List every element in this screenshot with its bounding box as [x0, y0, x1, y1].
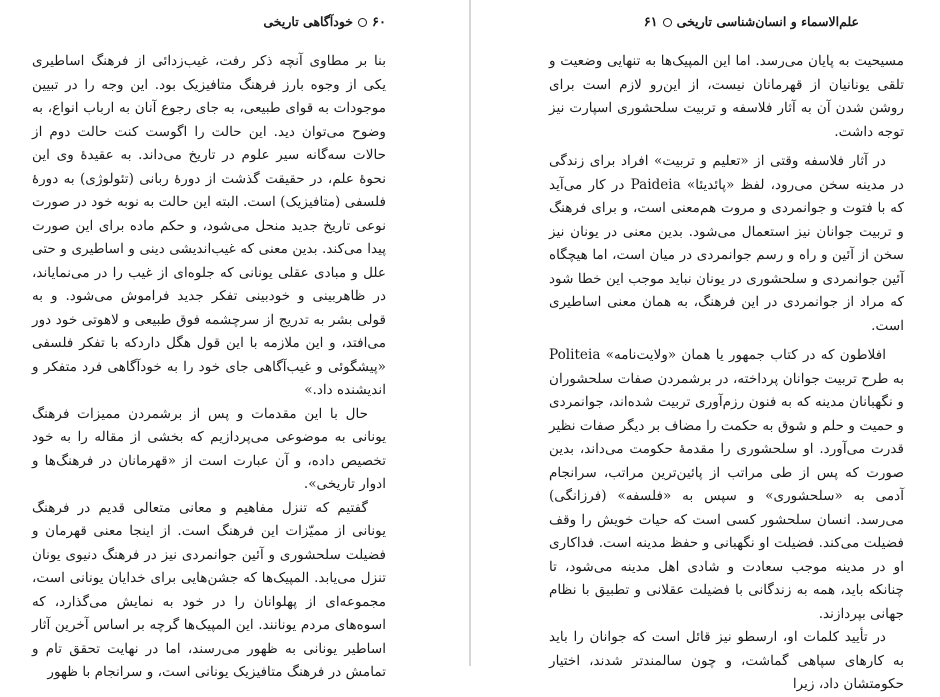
right-body-text	[549, 50, 904, 697]
paragraph: بنا بر مطاوی آنچه ذکر رفت، غیب‌زدائی از فرهنگ اساطیری یکی از وجوه بارز فرهنگ متافیزیک بود. این وجه را در تبیین موجودات به قوای طبیعی، به جای رجوع آنان به ارباب انواع، به وضوح می‌توان دید. این حالت را اگوست کنت حالت دوم از حالات سه‌گانه سیر علوم در تاریخ می‌داند. به عقیدهٔ وی این نحوهٔ علم، در حقیقت گذشت از دورهٔ ربانی (تئولوژی) به دورهٔ فلسفی (متافیزیک) است. البته این حالت به نوبه خود در صورت نوعی تاریخ جدید منحل می‌شود، و حکم ماده برای این صورت پیدا می‌کند. بدین معنی که غیب‌اندیشی دینی و اساطیری و حتی علل و مبادی عقلی یونانی که جلوه‌ای از غیب را در می‌نمایاند، در ظاهربینی و خودبینی تفکر جدید فراموش می‌شود. و به قولی بشر به تدریج از سرچشمه فوق طبیعی و لاهوتی خود دور می‌افتد، و این ملازمه با این قول هگل داردکه با تفکر فلسفی «پیشگوئی و غیب‌آگاهی جای خود را به خودآگاهی فرد متفکر و اندیشنده داد.»	[32, 53, 386, 398]
left-header-title: خودآگاهی تاریخی	[263, 14, 354, 29]
paragraph: افلاطون که در کتاب جمهور یا همان «ولایت‌نامه» Politeia به طرح تربیت جوانان پرداخته، در برشمردن صفات سلحشوران و نگهبانان مدینه که به فنون رزم‌آوری تربیت شده‌اند، جوانمردی و حمیت و حلم و شوق به حکمت را مضاف بر دیگر صفات نظیر قدرت می‌آورد. او سلحشوری را مقدمهٔ حکومت می‌داند، بدین صورت که پس از طی مراتب از پائین‌ترین مراتب، سرانجام آدمی به «سلحشوری» و سپس به «فلسفه» (فرزانگی) می‌رسد. انسان سلحشور کسی است که حیات خویش را وقف فضیلت می‌کند. فضیلت او نگهبانی و حفظ مدینه است. فداکاری او در مدینه موجب سعادت و شادی اهل مدینه می‌شود، تا چنانکه باید، همه به زندگانی با فضیلت عقلانی و تطبیق با نظام جهانی بپردازند.	[549, 347, 904, 622]
left-page-number: ۶۰	[372, 15, 386, 30]
paragraph: در آثار فلاسفه وقتی از «تعلیم و تربیت» افراد برای زندگی در مدینه سخن می‌رود، لفظ «پائدیئا» Paideia در کار می‌آید که با فتوت و جوانمردی و مروت هم‌معنی است، و برای فرهنگ و تربیت جوانان نیز استعمال می‌شود. بدین معنی در یونان نیز سخن از آئین و راه و رسم جوانمردی در میان است، اما هیچگاه آئین جوانمردی و سلحشوری در یونان نباید موجب این خطا شود که مراد از جوانمردی در این فرهنگ، به همان معنی اساطیری است.	[549, 153, 904, 334]
paragraph: مسیحیت به پایان می‌رسد. اما این المپیک‌ها به تنهایی وضعیت و تلقی یونانیان از قهرمانان نیست، از این‌رو لازم است برای روشن شدن آن به آثار فلاسفه و تربیت سلحشوری اسپارت نیز توجه داشت.	[549, 53, 904, 140]
left-page	[0, 0, 468, 680]
paragraph: گفتیم که تنزل مفاهیم و معانی متعالی قدیم در فرهنگ یونانی از ممیّزات این فرهنگ است. از اینجا معنی قهرمان و فضیلت سلحشوری و آئین جوانمردی نیز در فرهنگ دنیوی یونان تنزل می‌یابد. المپیک‌ها که جشن‌هایی برای خدایان یونانی است، مجموعه‌ای از پهلوانان را در خود به نمایش می‌گذارد، که اسوه‌های مردم یونانند. این المپیک‌ها گرچه بر اساس آخرین آثار اساطیر یونانی به ظهور می‌رسند، اما در نهایت تحقق تام و تمامش در فرهنگ متافیزیک یونانی است، و سرانجام با ظهور	[32, 499, 386, 680]
right-header-title: علم‌الاسماء و انسان‌شناسی تاریخی	[676, 14, 859, 29]
circle-ornament-icon	[358, 18, 367, 27]
right-page-number: ۶۱	[643, 15, 658, 30]
right-page	[471, 0, 940, 692]
circle-ornament-icon	[663, 18, 672, 27]
right-running-head	[644, 12, 859, 32]
left-running-head	[263, 12, 386, 32]
paragraph: حال با این مقدمات و پس از برشمردن ممیزات فرهنگ یونانی به موضوعی می‌پردازیم که بخشی از مقاله را به خود تخصیص داده، و آن عبارت است از «قهرمانان در فرهنگ‌ها و ادوار تاریخی».	[32, 405, 386, 492]
paragraph: در تأیید کلمات او، ارسطو نیز قائل است که جوانان را باید به کارهای سپاهی گماشت، و چون سالمندتر شدند، اختیار حکومتشان داد، زیرا	[549, 629, 904, 692]
left-body-text	[32, 50, 386, 685]
